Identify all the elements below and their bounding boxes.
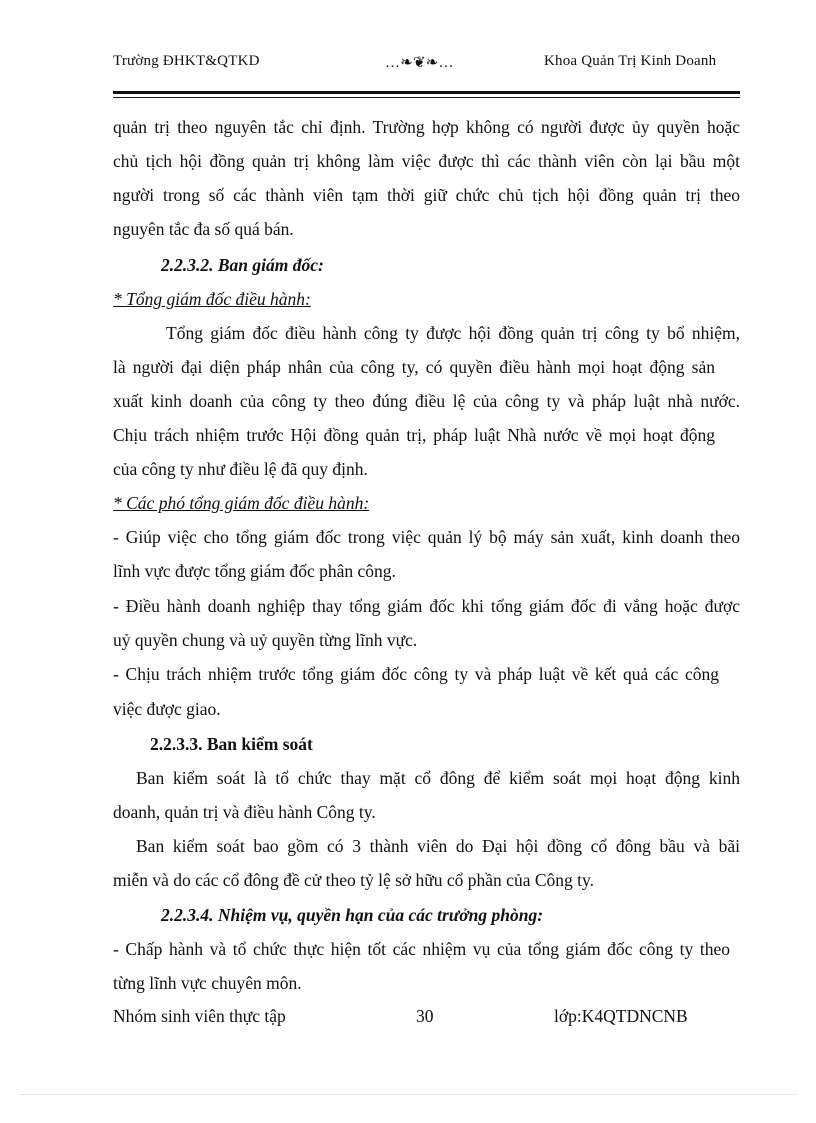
page-edge-divider [20,1094,796,1095]
body-line: Tổng giám đốc điều hành công ty được hội đồng quản trị công ty bổ nhiệm, [166,323,740,343]
section-heading-2234: 2.2.3.4. Nhiệm vụ, quyền hạn của các trưởng phòng: [161,905,544,925]
body-line: miễn và do các cổ đông đề cử theo tỷ lệ sở hữu cổ phần của Công ty. [113,870,594,890]
body-line: người trong số các thành viên tạm thời giữ chức chủ tịch hội đồng quản trị theo [113,185,740,205]
body-line: Chịu trách nhiệm trước Hội đồng quản trị, pháp luật Nhà nước về mọi hoạt động [113,425,715,445]
body-line: doanh, quản trị và điều hành Công ty. [113,802,376,822]
footer-group: Nhóm sinh viên thực tập [113,1006,286,1026]
body-line: việc được giao. [113,699,221,719]
body-line: nguyên tắc đa số quá bán. [113,219,294,239]
body-line: uỷ quyền chung và uỷ quyền từng lĩnh vực. [113,630,418,650]
body-line: - Chịu trách nhiệm trước tổng giám đốc công ty và pháp luật về kết quả các công [113,664,719,684]
section-heading-2233: 2.2.3.3. Ban kiểm soát [150,734,313,754]
body-line: từng lĩnh vực chuyên môn. [113,973,302,993]
header-school: Trường ĐHKT&QTKD [113,53,260,69]
subheading-pho-tgd: * Các phó tổng giám đốc điều hành: [113,493,370,513]
body-line: - Chấp hành và tổ chức thực hiện tốt các nhiệm vụ của tổng giám đốc công ty theo [113,939,730,959]
body-line: của công ty như điều lệ đã quy định. [113,459,368,479]
header-rule-thin [113,97,740,98]
body-line: Ban kiểm soát là tổ chức thay mặt cổ đông để kiểm soát mọi hoạt động kinh [136,768,740,788]
header-rule-thick [113,91,740,94]
header-faculty: Khoa Quản Trị Kinh Doanh [544,53,717,69]
body-line: lĩnh vực được tổng giám đốc phân công. [113,561,396,581]
page-number: 30 [416,1006,434,1026]
footer-class: lớp:K4QTDNCNB [554,1006,688,1026]
section-heading-2232: 2.2.3.2. Ban giám đốc: [161,255,324,275]
header-ornament: …❧❦❧… [385,55,454,71]
body-line: - Điều hành doanh nghiệp thay tổng giám đốc khi tổng giám đốc đi vắng hoặc được [113,596,740,616]
subheading-tgd: * Tổng giám đốc điều hành: [113,289,311,309]
body-line: quản trị theo nguyên tắc chỉ định. Trường hợp không có người được ủy quyền hoặc [113,117,740,137]
body-line: chủ tịch hội đồng quản trị không làm việc được thì các thành viên còn lại bầu một [113,151,740,171]
body-line: - Giúp việc cho tổng giám đốc trong việc quản lý bộ máy sản xuất, kinh doanh theo [113,527,740,547]
body-line: là người đại diện pháp nhân của công ty, có quyền điều hành mọi hoạt động sản [113,357,715,377]
body-line: xuất kinh doanh của công ty theo đúng điều lệ của công ty và pháp luật nhà nước. [113,391,740,411]
body-line: Ban kiểm soát bao gồm có 3 thành viên do Đại hội đồng cổ đông bầu và bãi [136,836,740,856]
